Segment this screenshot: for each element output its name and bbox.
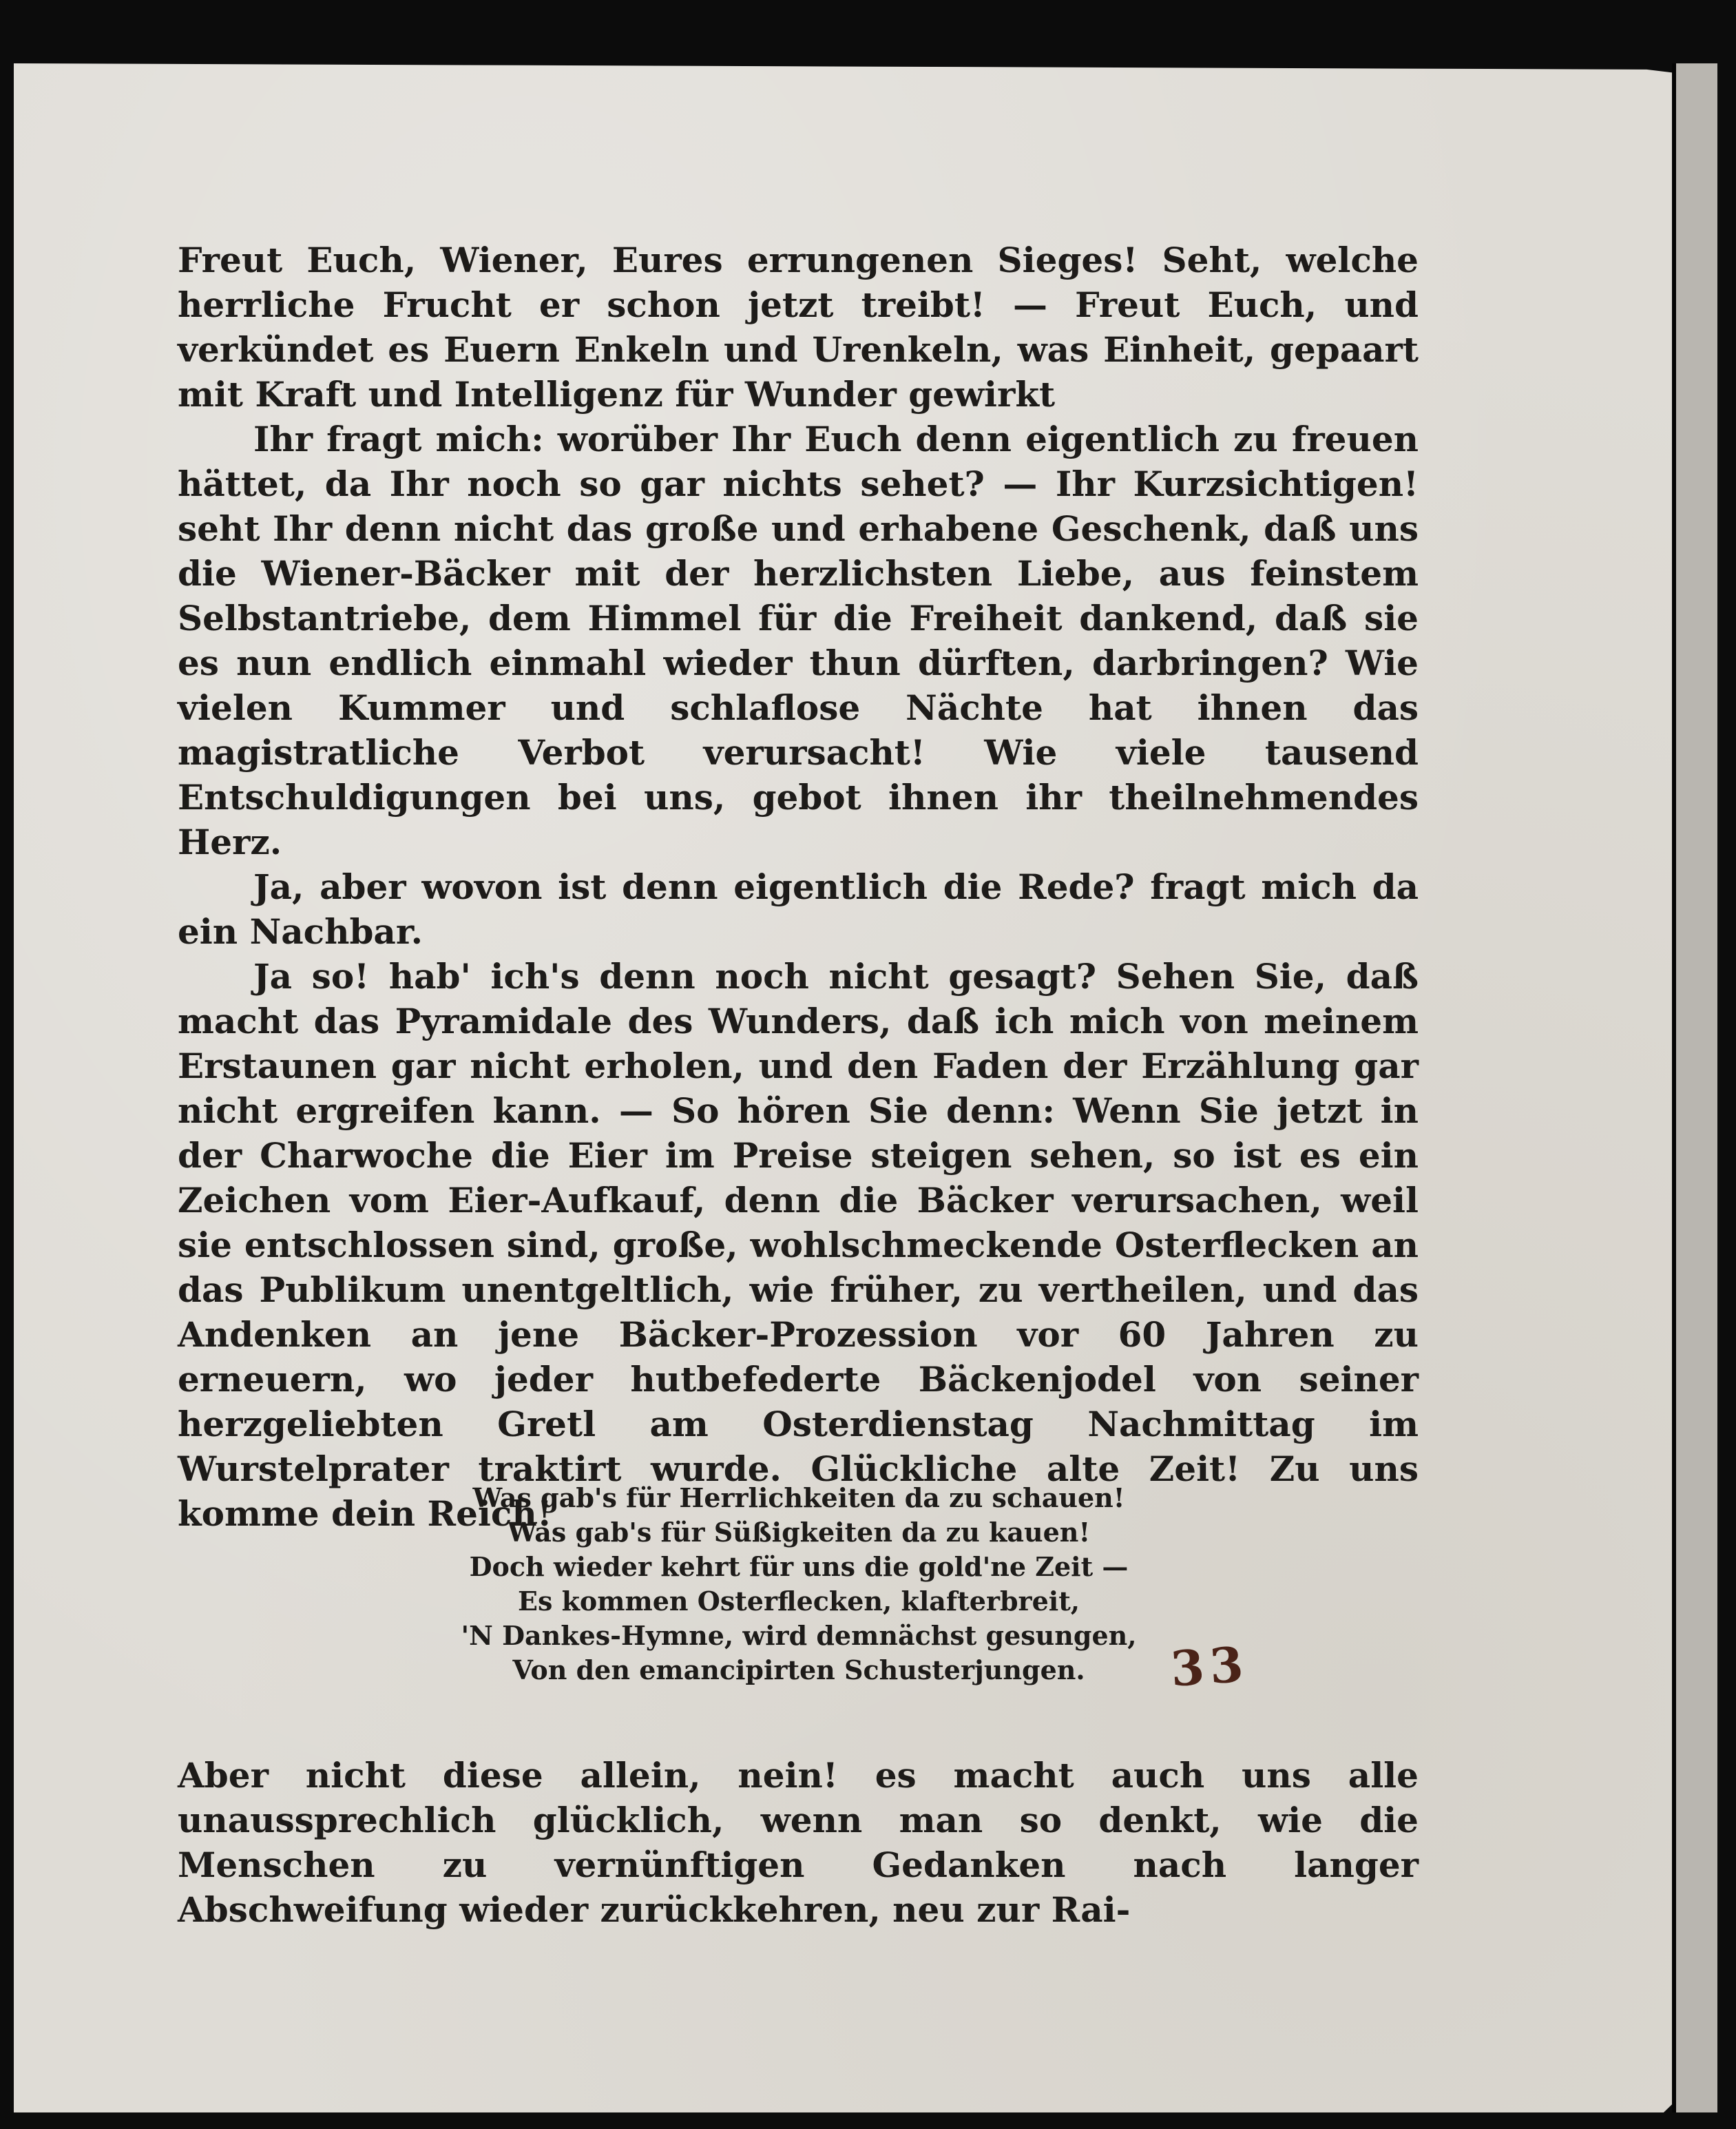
main-text — [178, 238, 1419, 1536]
closing-paragraph: Aber nicht diese allein, nein! es macht auch uns alle unaussprechlich glücklich, wenn man so denkt, wie die Menschen zu vernünftigen Gedanken nach langer Abschweifung wieder zurückkehren, neu zur Rai- — [178, 1755, 1419, 1930]
paragraph-1: Freut Euch, Wiener, Eures errungenen Sieges! Seht, welche herrliche Frucht er schon jetzt treibt! — Freut Euch, und verkündet es Euern Enkeln und Urenkeln, was Einheit, gepaart mit Kraft und Intelligenz für Wunder gewirkt — [178, 240, 1419, 415]
verse-line: Was gab's für Süßigkeiten da zu kauen! — [507, 1517, 1091, 1548]
verse-line: 'N Dankes-Hymne, wird demnächst gesungen, — [461, 1620, 1137, 1651]
paragraph-3: Ja, aber wovon ist denn eigentlich die Rede? fragt mich da ein Nachbar. — [178, 866, 1419, 952]
paragraph-4: Ja so! hab' ich's denn noch nicht gesagt? Sehen Sie, daß macht das Pyramidale des Wunders, daß ich mich von meinem Erstaunen gar nicht erholen, und den Faden der Erzählung gar nicht ergreifen kann. — So hören Sie denn: Wenn Sie jetzt in der Charwoche die Eier im Preise steigen sehen, so ist es ein Zeichen vom Eier-Aufkauf, denn die Bäcker verursachen, weil sie entschlossen sind, große, wohlschmeckende Osterflecken an das Publikum unentgeltlich, wie früher, zu vertheilen, und das Andenken an jene Bäcker-Prozession vor 60 Jahren zu erneuern, wo jeder hutbefederte Bäckenjodel von seiner herzgeliebten Gretl am Osterdienstag Nachmittag im Wurstelprater traktirt wurde. Glückliche alte Zeit! Zu uns komme dein Reich! — [178, 956, 1419, 1534]
closing-text — [178, 1753, 1419, 1932]
verse-block — [441, 1481, 1157, 1687]
verse-line: Was gab's für Herrlichkeiten da zu schauen! — [472, 1482, 1125, 1513]
verse-line: Doch wieder kehrt für uns die gold'ne Zeit — — [469, 1551, 1129, 1582]
verse-line: Es kommen Osterflecken, klafterbreit, — [518, 1586, 1080, 1617]
paragraph-2: Ihr fragt mich: worüber Ihr Euch denn eigentlich zu freuen hättet, da Ihr noch so gar nichts sehet? — Ihr Kurzsichtigen! seht Ihr denn nicht das große und erhabene Geschenk, daß uns die Wiener-Bäcker mit der herzlichsten Liebe, aus feinstem Selbstantriebe, dem Himmel für die Freiheit dankend, daß sie es nun endlich einmahl wieder thun dürften, darbringen? Wie vielen Kummer und schlaflose Nächte hat ihnen das magistratliche Verbot verursacht! Wie viele tausend Entschuldigungen bei uns, gebot ihnen ihr theilnehmendes Herz. — [178, 419, 1419, 862]
verse-line: Von den emancipirten Schusterjungen. — [512, 1654, 1085, 1685]
adjacent-page-edge — [1676, 63, 1717, 2112]
handwritten-page-number: 33 — [1169, 1635, 1251, 1698]
